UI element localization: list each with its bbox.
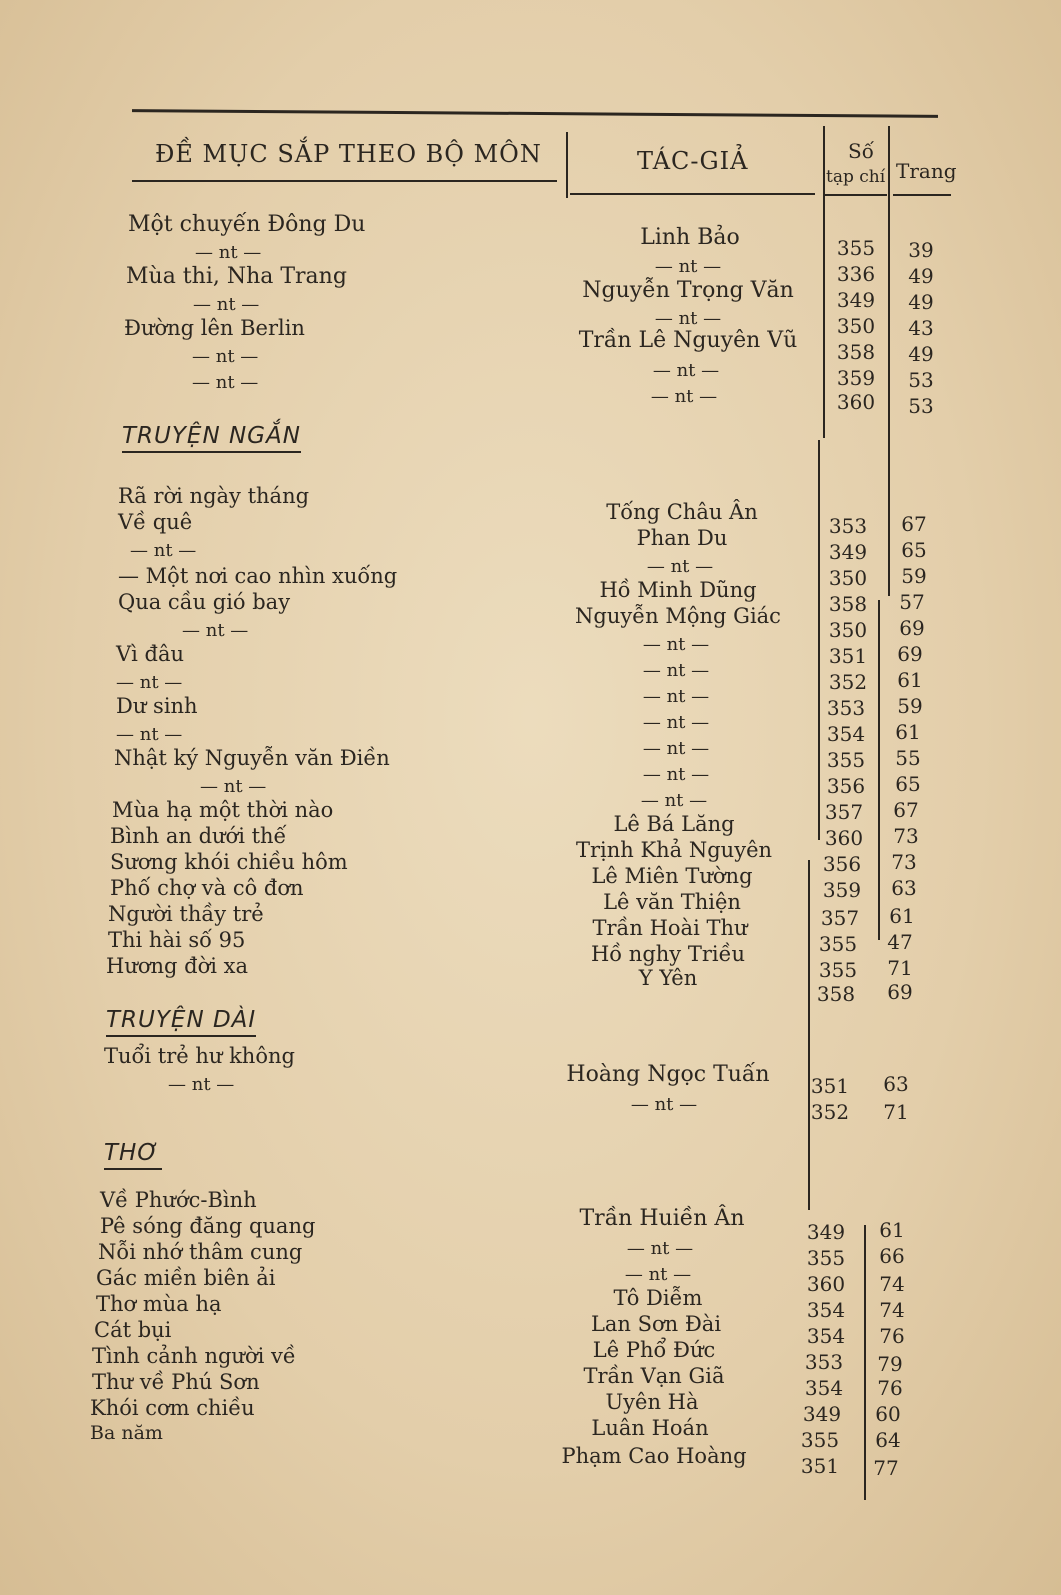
author-item: Lê Miên Tường — [591, 864, 753, 888]
author-item: — nt — — [650, 386, 718, 407]
author-item: Hoàng Ngọc Tuấn — [566, 1062, 770, 1087]
title-item: — nt — — [200, 776, 267, 797]
author-item: — nt — — [652, 360, 720, 381]
header-underline-col1 — [132, 180, 557, 182]
title-item: — nt — — [182, 620, 249, 641]
title-item: Dư sinh — [116, 694, 198, 718]
issue-item: 360 — [806, 1272, 846, 1296]
author-item: — nt — — [624, 1264, 692, 1285]
author-item: — nt — — [642, 712, 710, 733]
page-item: 61 — [895, 720, 921, 744]
issue-item: 356 — [826, 774, 866, 798]
page-item: 66 — [879, 1244, 905, 1268]
author-item: Nguyễn Trọng Văn — [582, 278, 794, 303]
issue-item: 356 — [822, 852, 862, 876]
header-col2: TÁC-GIẢ — [637, 147, 749, 175]
issue-item: 349 — [806, 1220, 846, 1244]
title-item: Về quê — [118, 510, 193, 534]
issue-item: 358 — [828, 592, 868, 616]
page-item: 60 — [875, 1402, 901, 1426]
page-item: 71 — [883, 1100, 909, 1124]
issue-item: 360 — [836, 390, 876, 414]
title-item: Mùa thi, Nha Trang — [126, 264, 347, 289]
title-item: Vì đâu — [116, 642, 185, 666]
title-item: — nt — — [192, 346, 259, 367]
author-item: Uyên Hà — [605, 1390, 699, 1414]
author-item: — nt — — [642, 660, 710, 681]
author-item: Y Yên — [638, 966, 698, 990]
author-item: — nt — — [642, 764, 710, 785]
title-item: Ba năm — [90, 1422, 163, 1444]
title-item: Pê sóng đăng quang — [100, 1214, 316, 1238]
page-item: 47 — [887, 930, 913, 954]
title-item: Sương khói chiều hôm — [110, 850, 348, 874]
page-item: 53 — [908, 368, 934, 392]
page-item: 57 — [899, 590, 925, 614]
title-item: — nt — — [130, 540, 197, 561]
issue-item: 359 — [822, 878, 862, 902]
page-item: 69 — [899, 616, 925, 640]
title-item: — Một nơi cao nhìn xuống — [118, 564, 398, 588]
author-item: Linh Bảo — [640, 225, 740, 250]
issue-item: 349 — [828, 540, 868, 564]
issue-item: 358 — [816, 982, 856, 1006]
issue-item: 357 — [824, 800, 864, 824]
page-item: 39 — [908, 238, 934, 262]
author-item: Trần Huiền Ân — [579, 1206, 745, 1231]
divider-col2-col3-a — [823, 126, 825, 438]
page-item: 63 — [883, 1072, 909, 1096]
title-item: Rã rời ngày tháng — [118, 484, 310, 508]
header-underline-col2 — [570, 193, 815, 195]
section-truyen-dai: TRUYỆN DÀI — [106, 1007, 256, 1037]
page-item: 53 — [908, 394, 934, 418]
author-item: Luân Hoán — [591, 1416, 709, 1440]
issue-item: 353 — [828, 514, 868, 538]
page-item: 67 — [893, 798, 919, 822]
header-underline-col4 — [893, 194, 951, 196]
author-item: Trần Hoài Thư — [592, 916, 748, 940]
header-col3-line1: Số — [848, 139, 874, 163]
issue-item: 352 — [828, 670, 868, 694]
header-col3-line2: tạp chí — [826, 167, 886, 187]
title-item: Khói cơm chiều — [90, 1396, 255, 1420]
issue-item: 355 — [836, 236, 876, 260]
header-col4: Trang — [896, 159, 957, 183]
page-item: 73 — [891, 850, 917, 874]
page-item: 55 — [895, 746, 921, 770]
issue-item: 352 — [810, 1100, 850, 1124]
page-item: 74 — [879, 1298, 905, 1322]
issue-item: 350 — [828, 566, 868, 590]
issue-item: 351 — [800, 1454, 840, 1478]
top-rule — [132, 109, 938, 118]
title-item: Hương đời xa — [106, 954, 248, 978]
page-item: 79 — [877, 1352, 903, 1376]
author-item: — nt — — [642, 634, 710, 655]
page-item: 59 — [897, 694, 923, 718]
page-item: 61 — [897, 668, 923, 692]
page-item: 73 — [893, 824, 919, 848]
author-item: Phan Du — [636, 526, 728, 550]
issue-item: 354 — [826, 722, 866, 746]
page-item: 43 — [908, 316, 934, 340]
title-item: Tuổi trẻ hư không — [104, 1044, 295, 1068]
page-item: 49 — [908, 290, 934, 314]
header-col1: ĐỀ MỤC SẮP THEO BỘ MÔN — [155, 140, 542, 168]
page-item: 69 — [887, 980, 913, 1004]
author-item: Lê Bá Lăng — [613, 812, 735, 836]
author-item: Hồ nghy Triều — [590, 942, 746, 966]
page-item: 71 — [887, 956, 913, 980]
author-item: — nt — — [642, 738, 710, 759]
title-item: Một chuyến Đông Du — [128, 212, 366, 237]
issue-item: 355 — [806, 1246, 846, 1270]
title-item: — nt — — [116, 672, 183, 693]
author-item: — nt — — [626, 1238, 694, 1259]
title-item: — nt — — [116, 724, 183, 745]
author-item: — nt — — [654, 256, 722, 277]
title-item: Bình an dưới thế — [110, 824, 287, 848]
title-item: Đường lên Berlin — [124, 316, 305, 340]
page-item: 77 — [873, 1456, 899, 1480]
author-item: Lê văn Thiện — [603, 890, 741, 914]
author-item: Trần Vạn Giã — [583, 1364, 725, 1388]
page-item: 63 — [891, 876, 917, 900]
issue-item: 353 — [804, 1350, 844, 1374]
issue-item: 353 — [826, 696, 866, 720]
page-item: 76 — [879, 1324, 905, 1348]
title-item: Tình cảnh người về — [92, 1344, 296, 1368]
title-item: — nt — — [193, 294, 260, 315]
title-item: Về Phước-Bình — [100, 1188, 257, 1212]
title-item: Thư về Phú Sơn — [92, 1370, 260, 1394]
issue-item: 350 — [828, 618, 868, 642]
title-item: — nt — — [168, 1074, 235, 1095]
author-item: — nt — — [642, 686, 710, 707]
author-item: Phạm Cao Hoàng — [561, 1444, 747, 1468]
author-item: — nt — — [630, 1094, 698, 1115]
page-item: 76 — [877, 1376, 903, 1400]
title-item: Thi hài số 95 — [108, 928, 246, 952]
issue-item: 360 — [824, 826, 864, 850]
title-item: Thơ mùa hạ — [96, 1292, 222, 1316]
title-item: Nỗi nhớ thâm cung — [98, 1240, 303, 1264]
page-item: 61 — [879, 1218, 905, 1242]
page-item: 59 — [901, 564, 927, 588]
issue-item: 354 — [806, 1324, 846, 1348]
page-item: 49 — [908, 342, 934, 366]
page-item: 65 — [895, 772, 921, 796]
author-item: Tống Châu Ân — [606, 500, 758, 524]
page-item: 69 — [897, 642, 923, 666]
section-truyen-ngan: TRUYỆN NGẮN — [122, 423, 301, 453]
page-item: 65 — [901, 538, 927, 562]
author-item: Trần Lê Nguyên Vũ — [578, 328, 798, 353]
author-item: — nt — — [654, 308, 722, 329]
title-item: — nt — — [192, 372, 259, 393]
divider-col1-col2 — [566, 132, 568, 198]
issue-item: 354 — [806, 1298, 846, 1322]
issue-item: 355 — [800, 1428, 840, 1452]
issue-item: 355 — [818, 958, 858, 982]
issue-item: 359 — [836, 366, 876, 390]
issue-item: 351 — [810, 1074, 850, 1098]
author-item: Tô Diễm — [613, 1286, 703, 1310]
author-item: Nguyễn Mộng Giác — [575, 604, 781, 628]
page-item: 67 — [901, 512, 927, 536]
author-item: Lan Sơn Đài — [590, 1312, 722, 1336]
author-item: — nt — — [640, 790, 708, 811]
issue-item: 349 — [836, 288, 876, 312]
title-item: Mùa hạ một thời nào — [112, 798, 334, 822]
page-item: 61 — [889, 904, 915, 928]
page-item: 74 — [879, 1272, 905, 1296]
title-item: Gác miền biên ải — [96, 1266, 276, 1290]
issue-item: 355 — [818, 932, 858, 956]
title-item: Cát bụi — [94, 1318, 172, 1342]
issue-item: 336 — [836, 262, 876, 286]
title-item: Người thầy trẻ — [108, 902, 264, 926]
title-item: Qua cầu gió bay — [118, 590, 291, 614]
header-underline-col3 — [825, 194, 887, 196]
author-item: Lê Phổ Đức — [592, 1338, 716, 1362]
issue-item: 355 — [826, 748, 866, 772]
title-item: Phố chợ và cô đơn — [110, 876, 304, 900]
issue-item: 358 — [836, 340, 876, 364]
author-item: Trịnh Khả Nguyên — [575, 838, 773, 862]
issue-item: 354 — [804, 1376, 844, 1400]
page-item: 64 — [875, 1428, 901, 1452]
issue-item: 349 — [802, 1402, 842, 1426]
issue-item: 351 — [828, 644, 868, 668]
title-item: — nt — — [195, 242, 262, 263]
author-item: Hồ Minh Dũng — [599, 578, 757, 602]
issue-item: 357 — [820, 906, 860, 930]
author-item: — nt — — [646, 556, 714, 577]
page-item: 49 — [908, 264, 934, 288]
title-item: Nhật ký Nguyễn văn Điền — [114, 746, 390, 770]
section-tho: THƠ — [104, 1140, 162, 1170]
issue-item: 350 — [836, 314, 876, 338]
